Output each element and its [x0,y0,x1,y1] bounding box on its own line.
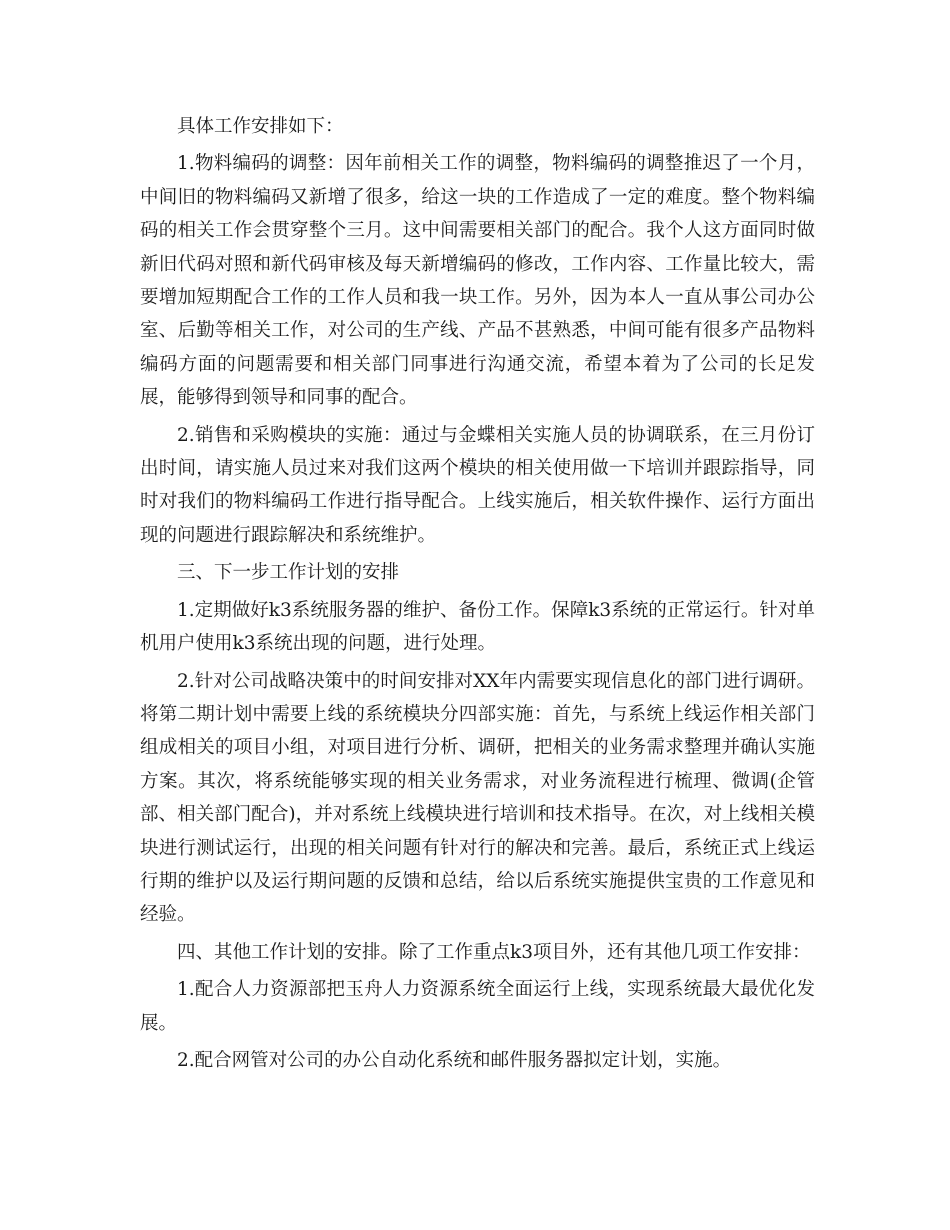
section-heading-other-plans: 四、其他工作计划的安排。除了工作重点k3项目外，还有其他几项工作安排： [177,941,811,963]
paragraph-item-material-coding: 1.物料编码的调整：因年前相关工作的调整，物料编码的调整推迟了一个月，中间旧的物料编码又新增了很多，给这一块的工作造成了一定的难度。整个物料编码的相关工作会贯穿整个三月。这中间需要相关部门的配合。我个人这方面同时做新旧代码对照和新代码审核及每天新增编码的修改，工作内容、工作量比较大，需要增加短期配合工作的工作人员和我一块工作。另外，因为本人一直从事公司办公室、后勤等相关工作，对公司的生产线、产品不甚熟悉，中间可能有很多产品物料编码方面的问题需要和相关部门同事进行沟通交流，希望本着为了公司的长足发展，能够得到领导和同事的配合。 [140,153,815,409]
paragraph-item-sales-purchase: 2.销售和采购模块的实施：通过与金蝶相关实施人员的协调联系，在三月份订出时间，请实施人员过来对我们这两个模块的相关使用做一下培训并跟踪指导，同时对我们的物料编码工作进行指导配合。上线实施后，相关软件操作、运行方面出现的问题进行跟踪解决和系统维护。 [140,424,815,546]
document-body [140,110,815,1077]
paragraph-item-office-automation: 2.配合网管对公司的办公自动化系统和邮件服务器拟定计划，实施。 [177,1049,732,1071]
section-heading-next-plan: 三、下一步工作计划的安排 [177,562,400,584]
paragraph-item-hr-system: 1.配合人力资源部把玉舟人力资源系统全面运行上线，实现系统最大最优化发展。 [140,979,815,1034]
paragraph-intro: 具体工作安排如下： [177,116,344,137]
paragraph-item-k3-maintenance: 1.定期做好k3系统服务器的维护、备份工作。保障k3系统的正常运行。针对单机用户使用k3系统出现的问题，进行处理。 [140,599,815,655]
paragraph-item-research: 2.针对公司战略决策中的时间安排对XX年内需要实现信息化的部门进行调研。将第二期计划中需要上线的系统模块分四部实施：首先，与系统上线运作相关部门组成相关的项目小组，对项目进行分析、调研，把相关的业务需求整理并确认实施方案。其次，将系统能够实现的相关业务需求，对业务流程进行梳理、微调(企管部、相关部门配合)，并对系统上线模块进行培训和技术指导。在次，对上线相关模块进行测试运行，出现的相关问题有针对行的解决和完善。最后，系统正式上线运行期的维护以及运行期问题的反馈和总结，给以后系统实施提供宝贵的工作意见和经验。 [140,670,815,926]
